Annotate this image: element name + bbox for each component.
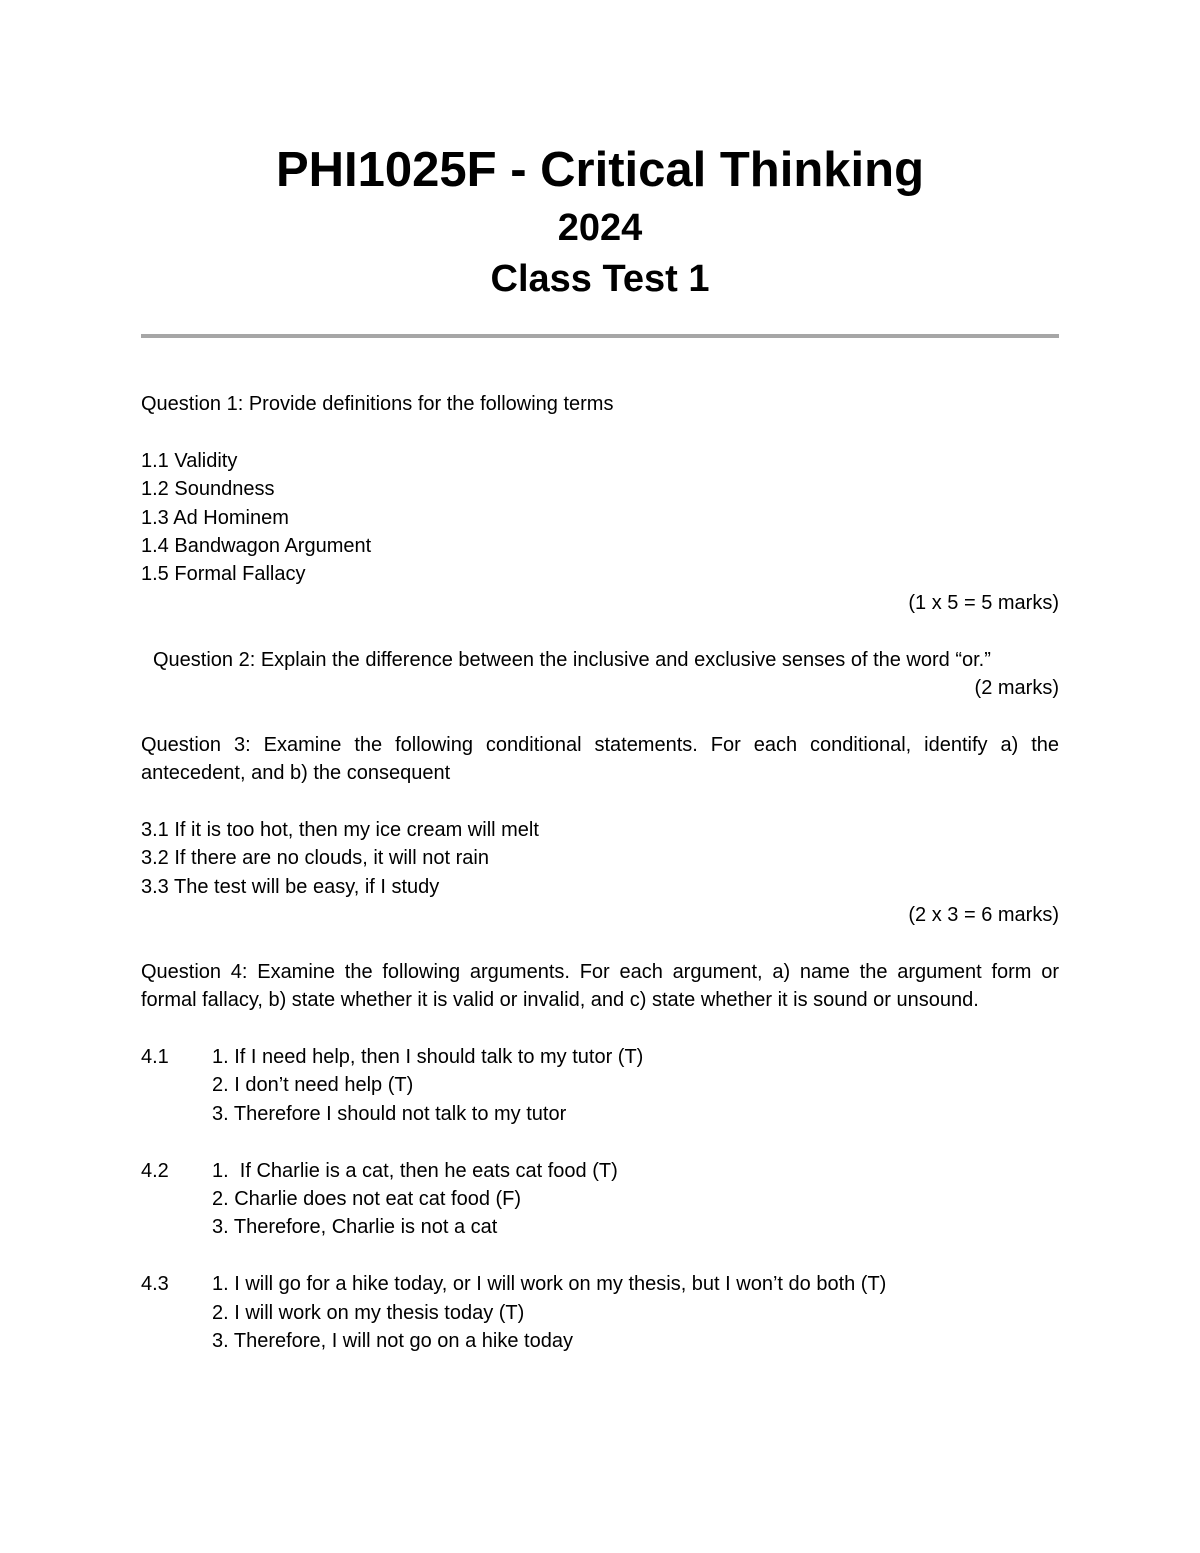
premise: 1. If Charlie is a cat, then he eats cat food (T) bbox=[212, 1159, 618, 1182]
question-1-item: 1.4 Bandwagon Argument bbox=[141, 534, 372, 557]
page-year: 2024 bbox=[557, 207, 643, 249]
spacer bbox=[141, 617, 1059, 645]
argument-number-spacer bbox=[141, 1185, 212, 1213]
argument-line bbox=[141, 1213, 1059, 1241]
question-3-marks: (2 x 3 = 6 marks) bbox=[908, 904, 1059, 927]
spacer bbox=[141, 1128, 1059, 1156]
question-4-prompt: Question 4: Examine the following arguments. For each argument, a) name the argument form or formal fallacy, b) state whether it is valid or invalid, and c) state whether it is sound or unsound. bbox=[141, 960, 1059, 1012]
argument-number: 4.3 bbox=[141, 1273, 169, 1296]
spacer bbox=[141, 1015, 1059, 1043]
horizontal-divider bbox=[141, 334, 1059, 338]
conclusion: 3. Therefore, I will not go on a hike today bbox=[212, 1329, 573, 1352]
argument-line bbox=[141, 1100, 1059, 1128]
page-title: PHI1025F - Critical Thinking bbox=[275, 143, 925, 197]
argument-4-1 bbox=[141, 1043, 1059, 1128]
argument-line bbox=[141, 1185, 1059, 1213]
spacer bbox=[141, 1242, 1059, 1270]
premise: 2. I will work on my thesis today (T) bbox=[212, 1301, 525, 1324]
question-1-item: 1.5 Formal Fallacy bbox=[141, 563, 306, 586]
argument-line bbox=[141, 1270, 1059, 1298]
argument-4-2 bbox=[141, 1157, 1059, 1242]
question-2-prompt: Question 2: Explain the difference between the inclusive and exclusive senses of the word “or.” bbox=[153, 648, 991, 671]
argument-number-spacer bbox=[141, 1071, 212, 1099]
argument-number-spacer bbox=[141, 1100, 212, 1128]
argument-line bbox=[141, 1327, 1059, 1355]
premise: 1. If I need help, then I should talk to my tutor (T) bbox=[212, 1046, 644, 1069]
test-body bbox=[141, 390, 1059, 1355]
question-3-item: 3.3 The test will be easy, if I study bbox=[141, 875, 440, 898]
spacer bbox=[141, 702, 1059, 730]
conclusion: 3. Therefore I should not talk to my tutor bbox=[212, 1102, 567, 1125]
argument-number-spacer bbox=[141, 1213, 212, 1241]
spacer bbox=[141, 418, 1059, 446]
question-1-prompt: Question 1: Provide definitions for the following terms bbox=[141, 393, 614, 415]
argument-number: 4.2 bbox=[141, 1159, 169, 1182]
argument-number-spacer bbox=[141, 1327, 212, 1355]
argument-line bbox=[141, 1157, 1059, 1185]
argument-line bbox=[141, 1071, 1059, 1099]
question-2-marks: (2 marks) bbox=[974, 676, 1059, 699]
question-3-item: 3.1 If it is too hot, then my ice cream will melt bbox=[141, 818, 539, 841]
page-subtitle: Class Test 1 bbox=[490, 258, 710, 300]
premise: 2. I don’t need help (T) bbox=[212, 1074, 414, 1097]
question-1-item: 1.3 Ad Hominem bbox=[141, 506, 289, 529]
question-1-marks: (1 x 5 = 5 marks) bbox=[908, 591, 1059, 614]
premise: 1. I will go for a hike today, or I will work on my thesis, but I won’t do both (T) bbox=[212, 1273, 887, 1296]
argument-4-3 bbox=[141, 1270, 1059, 1355]
argument-number-spacer bbox=[141, 1299, 212, 1327]
question-3-item: 3.2 If there are no clouds, it will not rain bbox=[141, 847, 489, 870]
question-3-prompt: Question 3: Examine the following conditional statements. For each conditional, identify a) the antecedent, and b) the consequent bbox=[141, 733, 1059, 785]
argument-number: 4.1 bbox=[141, 1046, 169, 1069]
question-1-item: 1.1 Validity bbox=[141, 449, 238, 472]
spacer bbox=[141, 929, 1059, 957]
argument-line bbox=[141, 1043, 1059, 1071]
premise: 2. Charlie does not eat cat food (F) bbox=[212, 1188, 522, 1210]
question-1-item: 1.2 Soundness bbox=[141, 478, 275, 501]
spacer bbox=[141, 788, 1059, 816]
argument-line bbox=[141, 1299, 1059, 1327]
conclusion: 3. Therefore, Charlie is not a cat bbox=[212, 1216, 498, 1239]
